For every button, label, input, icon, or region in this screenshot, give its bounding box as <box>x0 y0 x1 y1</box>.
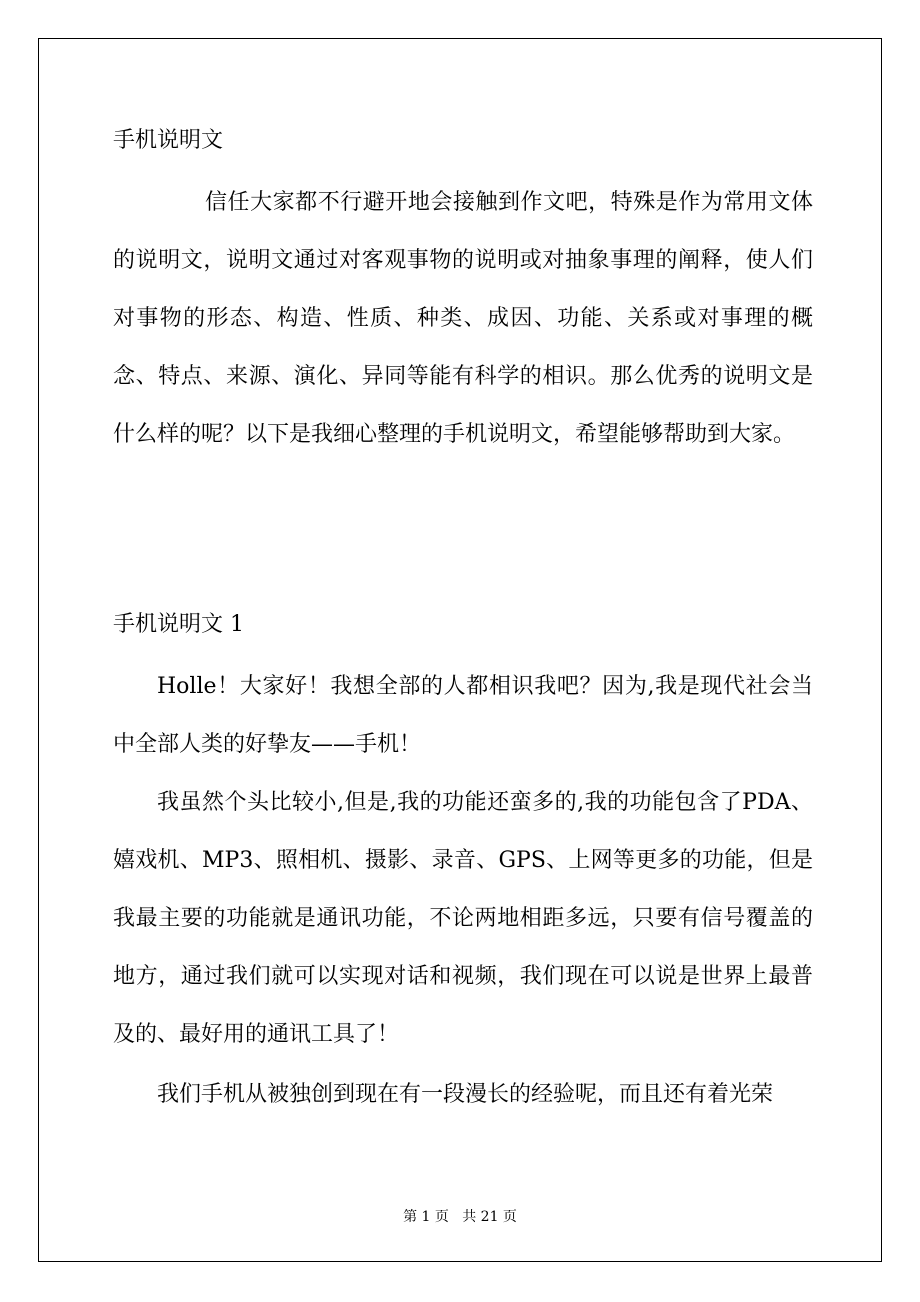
body-paragraph-2: 我虽然个头比较小,但是,我的功能还蛮多的,我的功能包含了PDA、嬉戏机、MP3、照相机、摄影、录音、GPS、上网等更多的功能，但是我最主要的功能就是通讯功能，不论两地相距多远，只要有信号覆盖的地方，通过我们就可以实现对话和视频，我们现在可以说是世界上最普及的、最好用的通讯工具了！ <box>113 790 813 1047</box>
body-paragraph-1: Holle！大家好！我想全部的人都相识我吧？因为,我是现代社会当中全部人类的好挚友——手机！ <box>113 674 813 757</box>
section-title: 手机说明文 1 <box>113 612 244 637</box>
body-paragraph-3: 我们手机从被独创到现在有一段漫长的经验呢，而且还有着光荣 <box>157 1082 774 1107</box>
intro-paragraph: 信任大家都不行避开地会接触到作文吧，特殊是作为常用文体的说明文，说明文通过对客观事物的说明或对抽象事理的阐释，使人们对事物的形态、构造、性质、种类、成因、功能、关系或对事理的概念、特点、来源、演化、异同等能有科学的相识。那么优秀的说明文是什么样的呢？以下是我细心整理的手机说明文，希望能够帮助到大家。 <box>113 190 813 447</box>
document-title: 手机说明文 <box>113 128 224 153</box>
page-number-footer: 第 1 页 共 21 页 <box>403 1209 517 1225</box>
